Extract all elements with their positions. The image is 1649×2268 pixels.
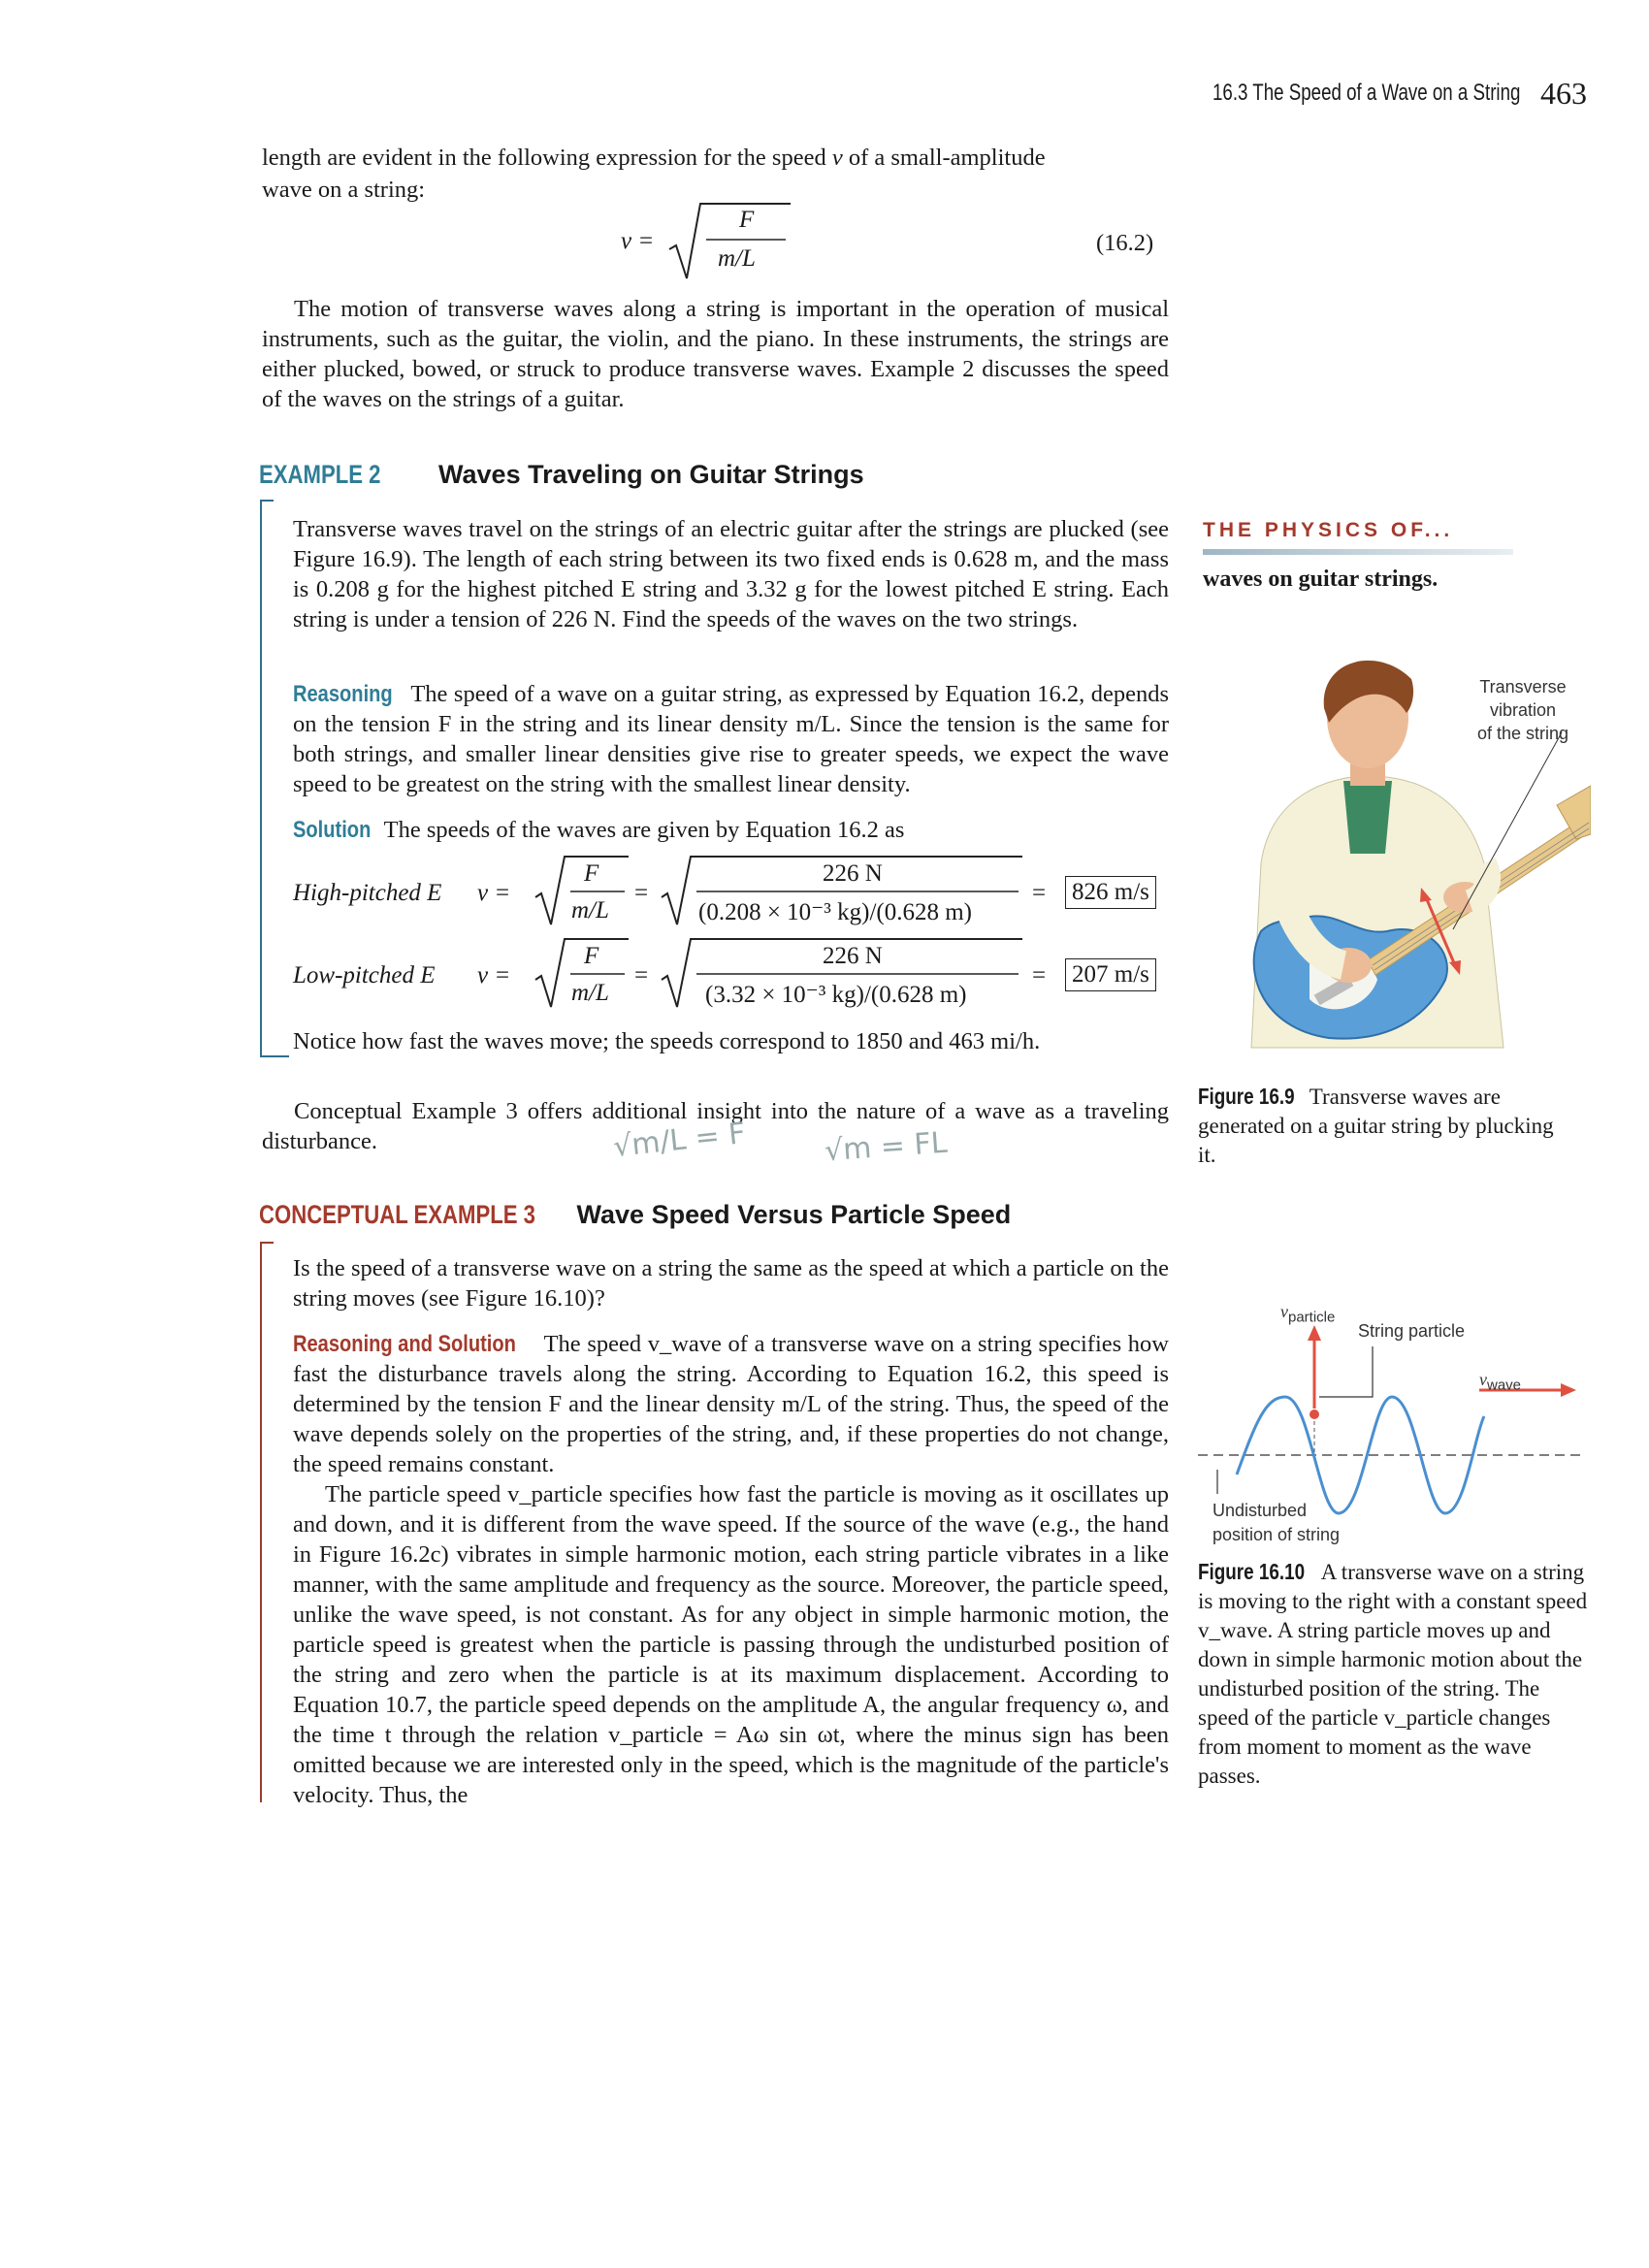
high-denominator: (0.208 × 10⁻³ kg)/(0.628 m) bbox=[698, 899, 972, 925]
example-2-label: EXAMPLE 2 bbox=[259, 460, 381, 489]
equation-number: (16.2) bbox=[1096, 230, 1154, 256]
page-number: 463 bbox=[1540, 76, 1587, 111]
example-2-heading bbox=[259, 460, 864, 490]
high-F: F bbox=[584, 860, 599, 887]
high-equals-1: = bbox=[634, 880, 649, 906]
example-2-problem: Transverse waves travel on the strings of an electric guitar after the strings are plucked (see Figure 16.9). The length of each string between its two fixed ends is 0.628 m, and the mass is 0.208 g for the highest pitched E string and 3.32 g for the lowest pitched E string. Each string is under a tension of 226 N. Find the speeds of the waves on the two strings. bbox=[293, 516, 1169, 632]
reasoning-label: Reasoning bbox=[293, 681, 393, 707]
concept-3-question: Is the speed of a transverse wave on a string the same as the speed at which a particle on the string moves (see Figure 16.10)? bbox=[293, 1255, 1169, 1312]
v-wave-label: $v_{wave}$ bbox=[1479, 1370, 1522, 1394]
fig-16-9-label: Figure 16.9 bbox=[1198, 1084, 1295, 1109]
high-result: 826 m/s bbox=[1065, 876, 1156, 909]
handwriting-right: √m = FL bbox=[823, 1125, 949, 1169]
figure-16-10-caption bbox=[1198, 1557, 1591, 1791]
example-2-reasoning bbox=[293, 679, 1169, 799]
reasoning-text: The speed of a wave on a guitar string, as expressed by Equation 16.2, depends on the tension F in the string and its linear density m/L. Since the tension is the same for both strings, and smaller linear densities give rise to greater speeds, we expect the wave speed to be greatest on the string with the smallest linear density. bbox=[293, 681, 1170, 797]
undisturbed-label bbox=[1212, 1499, 1340, 1547]
reasoning-solution-label: Reasoning and Solution bbox=[293, 1331, 516, 1357]
high-v: v = bbox=[477, 880, 511, 906]
concept-3-bracket-vertical bbox=[260, 1242, 262, 1802]
low-pitched-label: Low-pitched E bbox=[293, 962, 436, 988]
low-tension: 226 N bbox=[823, 943, 883, 969]
concept-3-label: CONCEPTUAL EXAMPLE 3 bbox=[259, 1200, 535, 1229]
eq-numerator: F bbox=[739, 207, 755, 233]
equation-16-2 bbox=[621, 199, 815, 286]
undisturbed-line-2: position of string bbox=[1212, 1525, 1341, 1544]
handwriting-left: √m/L = F bbox=[611, 1116, 748, 1165]
high-mL: m/L bbox=[571, 897, 609, 923]
low-denominator: (3.32 × 10⁻³ kg)/(0.628 m) bbox=[705, 982, 967, 1008]
solution-label: Solution bbox=[293, 817, 372, 843]
annotation-line-3: of the string bbox=[1476, 724, 1569, 743]
fig-16-9-annotation bbox=[1450, 675, 1596, 745]
physics-of-label: THE PHYSICS OF... bbox=[1203, 519, 1454, 541]
reasoning-solution-text: The speed v_wave of a transverse wave on a string specifies how fast the disturbance travels along the string. According to Equation 16.2, this speed is determined by the tension F and the linear density m/L of the string. Thus, the speed of the wave depends solely on the properties of the string, and, if these properties do not change, the speed remains constant. bbox=[293, 1331, 1169, 1477]
example-2-notice: Notice how fast the waves move; the speeds correspond to 1850 and 463 mi/h. bbox=[293, 1028, 1041, 1054]
v-particle-label: $v_{particle}$ bbox=[1280, 1302, 1336, 1326]
example-2-bracket-top bbox=[260, 500, 274, 502]
concept-3-paragraph-2: The particle speed v_particle specifies how fast the particle is moving as it oscillates up and down, and it is different from the wave speed. If the source of the wave (e.g., the hand in Figure 16.2c) vibrates in simple harmonic motion, each string particle vibrates in a like manner, with the same amplitude and frequency as the source. Moreover, the particle speed, unlike the wave speed, is not constant. As for any object in simple harmonic motion, the particle speed is greatest when the particle is passing through the undisturbed position of the string and zero when the particle is at its maximum displacement. According to Equation 10.7, the particle speed depends on the amplitude A, the angular frequency ω, and the time t through the relation v_particle = Aω sin ωt, where the minus sign has been omitted because we are interested only in the speed, which is the magnitude of the particle's velocity. Thus, the bbox=[293, 1481, 1169, 1808]
annotation-line-1: Transverse bbox=[1479, 677, 1567, 697]
intro-line-2: wave on a string: bbox=[262, 177, 426, 203]
example-2-solution bbox=[293, 815, 1169, 845]
low-result: 207 m/s bbox=[1065, 958, 1156, 991]
figure-16-9-caption bbox=[1198, 1082, 1557, 1170]
low-v: v = bbox=[477, 962, 511, 988]
concept-3-bracket-top bbox=[260, 1242, 274, 1244]
concept-3-reasoning bbox=[293, 1329, 1169, 1479]
intro-line-1: length are evident in the following expression for the speed v of a small-amplitude bbox=[262, 145, 1046, 171]
example-2-bracket-vertical bbox=[260, 500, 262, 1057]
eq-lhs: v = bbox=[621, 228, 655, 254]
low-F: F bbox=[584, 943, 599, 969]
high-tension: 226 N bbox=[823, 860, 883, 887]
high-equals-2: = bbox=[1032, 880, 1047, 906]
eq-denominator: m/L bbox=[718, 245, 756, 272]
fig-16-10-label: Figure 16.10 bbox=[1198, 1559, 1306, 1584]
fig-16-9-caption-text: Transverse waves are generated on a guitar string by plucking it. bbox=[1198, 1085, 1554, 1167]
transition-paragraph: Conceptual Example 3 offers additional insight into the nature of a wave as a traveling disturbance. bbox=[262, 1098, 1169, 1154]
physics-of-topic: waves on guitar strings. bbox=[1203, 567, 1439, 592]
concept-3-title: Wave Speed Versus Particle Speed bbox=[576, 1200, 1012, 1229]
undisturbed-line-1: Undisturbed bbox=[1212, 1501, 1308, 1520]
annotation-line-2: vibration bbox=[1489, 700, 1557, 720]
example-2-bracket-bottom bbox=[260, 1055, 289, 1057]
fig-16-10-caption-text: A transverse wave on a string is moving to the right with a constant speed v_wave. A string particle moves up and down in simple harmonic motion about the undisturbed position of the string. The speed of the particle v_particle changes from moment to moment as the wave passes. bbox=[1198, 1560, 1588, 1788]
paragraph-1: The motion of transverse waves along a string is important in the operation of musical instruments, such as the guitar, the violin, and the piano. In these instruments, the strings are either plucked, bowed, or struck to produce transverse waves. Example 2 discusses the speed of the waves on the strings of a guitar. bbox=[262, 296, 1169, 412]
example-2-title: Waves Traveling on Guitar Strings bbox=[438, 460, 864, 489]
low-equals-2: = bbox=[1032, 962, 1047, 988]
high-pitched-label: High-pitched E bbox=[293, 880, 442, 906]
low-pitched-equation bbox=[293, 931, 1176, 1028]
solution-text: The speeds of the waves are given by Equation 16.2 as bbox=[383, 817, 905, 843]
low-equals-1: = bbox=[634, 962, 649, 988]
running-head: 16.3 The Speed of a Wave on a String bbox=[1212, 80, 1521, 106]
low-mL: m/L bbox=[571, 980, 609, 1006]
physics-of-rule bbox=[1203, 549, 1513, 555]
concept-3-heading bbox=[259, 1200, 1011, 1230]
string-particle-label: String particle bbox=[1358, 1321, 1466, 1341]
